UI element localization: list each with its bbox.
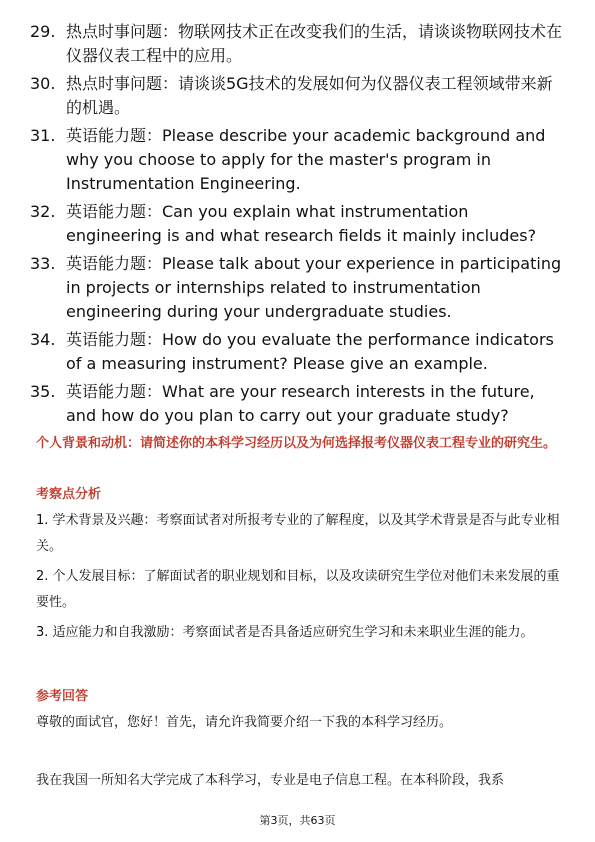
question-number: 31. xyxy=(30,126,56,145)
question-number: 30. xyxy=(30,74,56,93)
answer-paragraph: 尊敬的面试官，您好！首先，请允许我简要介绍一下我的本科学习经历。 xyxy=(36,715,453,730)
analysis-heading: 考察点分析 xyxy=(36,487,102,502)
question-number: 32. xyxy=(30,202,56,221)
answer-heading: 参考回答 xyxy=(36,689,89,704)
question-text: 热点时事问题：请谈谈5G技术的发展如何为仪器仪表工程领域带来新的机遇。 xyxy=(66,74,553,117)
question-list xyxy=(30,20,565,432)
question-item xyxy=(30,252,565,324)
question-item xyxy=(30,380,565,428)
question-item xyxy=(30,200,565,248)
question-text: 英语能力题：Please talk about your experience in participating in projects or internships related to instrumentation engineering during your undergraduate studies. xyxy=(66,254,562,321)
question-number: 35. xyxy=(30,382,56,401)
question-item xyxy=(30,124,565,196)
analysis-item: 2. 个人发展目标：了解面试者的职业规划和目标，以及攻读研究生学位对他们未来发展的重要性。 xyxy=(36,569,560,610)
section-title: 个人背景和动机：请简述你的本科学习经历以及为何选择报考仪器仪表工程专业的研究生。 xyxy=(36,436,557,451)
analysis-item: 1. 学术背景及兴趣：考察面试者对所报考专业的了解程度，以及其学术背景是否与此专业相关。 xyxy=(36,513,560,554)
question-item xyxy=(30,20,565,68)
question-number: 34. xyxy=(30,330,56,349)
analysis-item: 3. 适应能力和自我激励：考察面试者是否具备适应研究生学习和未来职业生涯的能力。 xyxy=(36,625,534,640)
page-footer: 第3页，共63页 xyxy=(259,814,336,827)
question-text: 英语能力题：Please describe your academic background and why you choose to apply for the master's program in Instrumentation Engineering. xyxy=(66,126,546,193)
question-number: 29. xyxy=(30,22,56,41)
question-item xyxy=(30,72,565,120)
answer-paragraph: 我在我国一所知名大学完成了本科学习，专业是电子信息工程。在本科阶段，我系 xyxy=(36,773,505,788)
question-text: 英语能力题：Can you explain what instrumentation engineering is and what research fields it mainly includes? xyxy=(66,202,537,245)
question-text: 英语能力题：How do you evaluate the performance indicators of a measuring instrument? Please give an example. xyxy=(66,330,554,373)
question-text: 热点时事问题：物联网技术正在改变我们的生活，请谈谈物联网技术在仪器仪表工程中的应用。 xyxy=(66,22,563,65)
question-text: 英语能力题：What are your research interests in the future, and how do you plan to carry out your graduate study? xyxy=(66,382,535,425)
question-number: 33. xyxy=(30,254,56,273)
question-item xyxy=(30,328,565,376)
